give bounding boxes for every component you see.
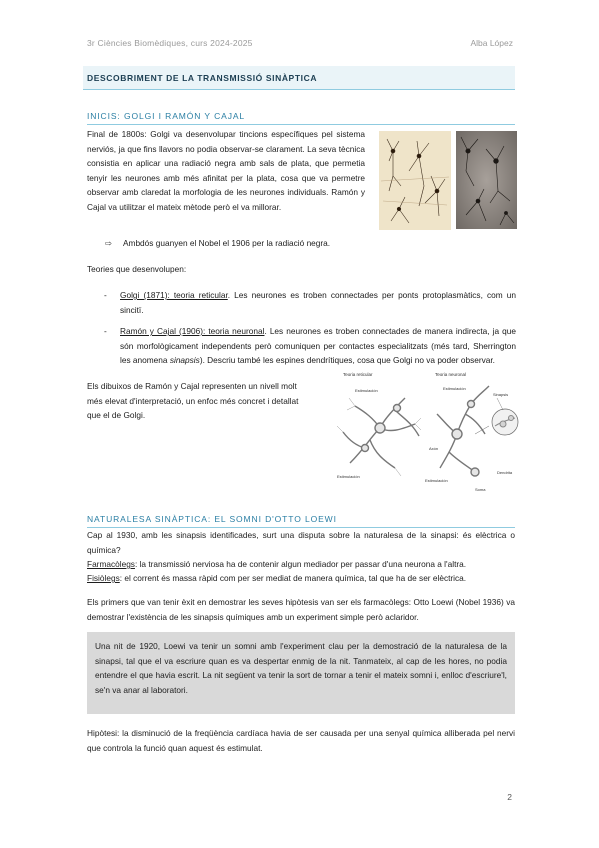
theory-title-golgi: Golgi (1871): teoria reticular <box>120 290 228 300</box>
section-title-naturalesa: NATURALESA SINÀPTICA: EL SOMNI D'OTTO LOEWI <box>87 514 515 528</box>
dispute-paragraph: Cap al 1930, amb les sinapsis identificades, surt una disputa sobre la naturalesa de la sinapsi: és elèctrica o química? <box>87 530 515 555</box>
label-stim-bottom-left: Estimulación <box>337 474 360 479</box>
label-axon: Axón <box>429 446 439 451</box>
list-dash: - <box>104 290 107 300</box>
theory-title-cajal: Ramón y Cajal (1906): teoria neuronal <box>120 326 265 337</box>
page-number: 2 <box>507 792 512 802</box>
theories-intro: Teories que desenvolupen: <box>87 264 187 274</box>
physiologists-line <box>87 571 515 586</box>
drawings-paragraph: Els dibuixos de Ramón y Cajal representen un nivell molt més elevat d'interpretació, un enfoc més concret i detallat que el de Golgi. <box>87 381 299 421</box>
label-stim-top-right: Estimulación <box>443 386 466 391</box>
theory-text-cajal-italic: sinapsis <box>169 355 200 366</box>
pharmacologists-text: : la transmissió nerviosa ha de contenir algun mediador per passar d'una neurona a l'altra. <box>134 559 467 569</box>
theory-text-cajal-b: ). Descriu també les espines dendrítiques, cosa que Golgi no va poder observar. <box>199 355 495 366</box>
theory-text-golgi: . Les neurones es troben connectades per ponts protoplasmàtics, com un sincitï. <box>120 290 516 315</box>
pharmacologists-line <box>87 557 515 572</box>
nobel-text: Ambdós guanyen el Nobel el 1906 per la radiació negra. <box>123 238 331 248</box>
list-item-cajal <box>104 324 516 368</box>
label-stim-bottom-right: Estimulación <box>425 478 448 483</box>
label-dendrite: Dendrita <box>497 470 513 475</box>
label-synapse: Sinapsis <box>493 392 509 397</box>
header-author: Alba López <box>470 38 513 48</box>
document-title: DESCOBRIMENT DE LA TRANSMISSIÓ SINÀPTICA <box>83 66 515 90</box>
loewi-paragraph: Els primers que van tenir èxit en demostrar les seves hipòtesis van ser els farmacòlegs: Otto Loewi (Nobel 1936) va demostrar l'existència de les sinapsis químiques amb un experiment simple però aclaridor. <box>87 597 515 622</box>
section-title-inicis: INICIS: GOLGI I RAMÓN Y CAJAL <box>87 111 515 125</box>
label-soma: Soma <box>475 487 486 492</box>
pharmacologists-label: Farmacòlegs <box>87 559 135 569</box>
hypothesis-paragraph: Hipòtesi: la disminució de la freqüència cardíaca havia de ser causada per una senyal química alliberada pel nervi que controla la funció quan aquest és estimulat. <box>87 728 515 753</box>
theory-diagram-image <box>325 368 521 496</box>
list-dash: - <box>104 326 107 337</box>
label-stim-top-left: Estimulación <box>355 388 378 393</box>
golgi-stain-image <box>379 131 451 230</box>
label-reticular: Teoria reticular <box>343 372 373 377</box>
theories-list <box>104 288 516 368</box>
physiologists-text: : el corrent és massa ràpid com per ser mediat de manera química, tal que ha de ser elèctrica. <box>119 573 467 583</box>
label-neuronal: Teoria neuronal <box>435 372 467 377</box>
list-item-golgi <box>104 288 516 317</box>
intro-paragraph: Final de 1800s: Golgi va desenvolupar tincions específiques pel sistema nerviós, ja que fins llavors no podia observar-se clarament. La seva tècnica consistia en aplicar una radiació negra amb sals de plata, que permetia tenyir les neurones amb més afinitat per la plata, cosa que va permetre observar amb claredat la morfologia de les neurones individuals. Ramón y Cajal va utilitzar el mateix mètode però el va millorar. <box>87 129 365 212</box>
theory-text-cajal-a: . Les neurones es troben connectades de manera indirecta, ja que són morfològicament independents però comuniquen per contactes especialitzats (més tard, Sherrington les anomena <box>120 326 517 366</box>
dream-callout-box: Una nit de 1920, Loewi va tenir un somni amb l'experiment clau per la demostració de la naturalesa de la sinapsi, tal que el va escriure quan es va despertar enmig de la nit. Tanmateix, al cap de les hores, no podia entendre el que havia escrit. La nit següent va tenir la sort de tornar a tenir el mateix somni i, enlloc d'escriure'l, se'n va anar al laboratori. <box>87 632 515 714</box>
cajal-stain-image <box>456 131 517 229</box>
nobel-note <box>105 238 330 248</box>
arrow-right-icon: ⇨ <box>105 238 112 248</box>
physiologists-label: Fisiòlegs <box>87 573 120 583</box>
header-course: 3r Ciències Biomèdiques, curs 2024-2025 <box>87 38 253 48</box>
